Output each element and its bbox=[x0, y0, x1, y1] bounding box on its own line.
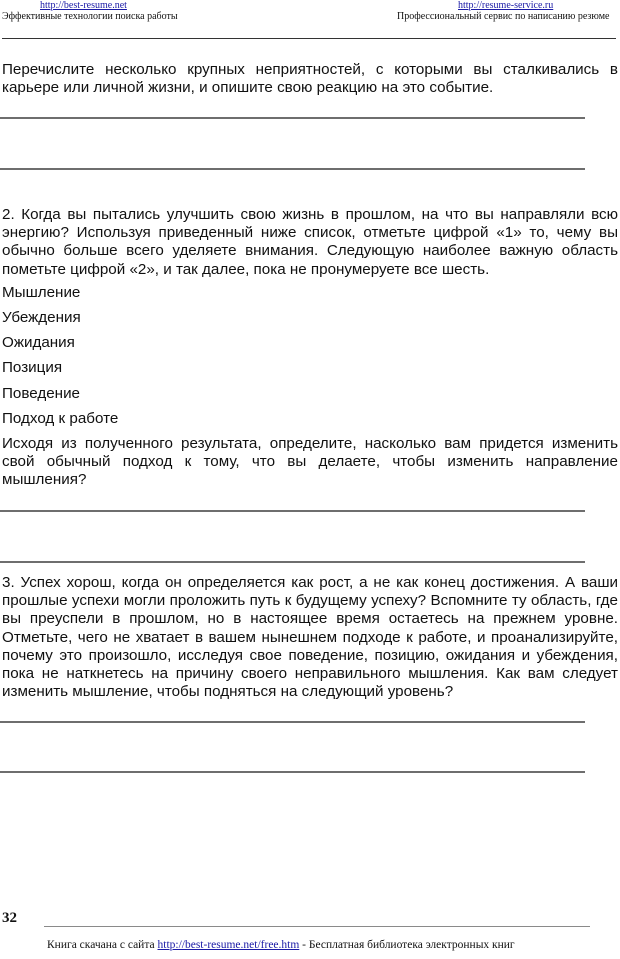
header-right-link[interactable]: http://resume-service.ru bbox=[458, 0, 554, 11]
list-item: Подход к работе bbox=[2, 410, 119, 427]
header-left-subtitle: Эффективные технологии поиска работы bbox=[2, 11, 178, 22]
list-item: Убеждения bbox=[2, 309, 81, 326]
answer-line bbox=[0, 771, 585, 773]
footer-link[interactable]: http://best-resume.net/free.htm bbox=[157, 939, 300, 951]
answer-line bbox=[0, 721, 585, 723]
section2-prompt: 2. Когда вы пытались улучшить свою жизнь в прошлом, на что вы направляли всю энергию? Используя приведенный ниже список, отметьте цифрой «1» то, чему вы обычно больше всего уделяете внимания. Следующую наиболее важную область пометьте цифрой «2», и так далее, пока не пронумеруете все шесть. bbox=[2, 206, 618, 278]
answer-line bbox=[0, 117, 585, 119]
answer-line bbox=[0, 168, 585, 170]
footer-text-before: Книга скачана с сайта bbox=[47, 939, 158, 951]
header-divider bbox=[2, 38, 616, 39]
answer-line bbox=[0, 561, 585, 563]
footer-note bbox=[47, 939, 515, 951]
section1-prompt: Перечислите несколько крупных неприятностей, с которыми вы сталкивались в карьере или личной жизни, и опишите свою реакцию на это событие. bbox=[2, 61, 618, 97]
page-number: 32 bbox=[2, 910, 17, 926]
section3-prompt: 3. Успех хорош, когда он определяется как рост, а не как конец достижения. А ваши прошлые успехи могли проложить путь к будущему успеху? Вспомните ту область, где вы преуспели в прошлом, но в настоящее время остаетесь на прежнем уровне. Отметьте, чего не хватает в вашем нынешнем подходе к работе, и проанализируйте, почему это произошло, исследуя свое поведение, позицию, ожидания и убеждения, пока не наткнетесь на причину своего неправильного мышления. Как вам следует изменить мышление, чтобы подняться на следующий уровень? bbox=[2, 574, 618, 701]
list-item: Ожидания bbox=[2, 334, 75, 351]
list-item: Позиция bbox=[2, 359, 63, 376]
list-item: Поведение bbox=[2, 385, 80, 402]
answer-line bbox=[0, 510, 585, 512]
footer-divider bbox=[44, 926, 590, 927]
section2-followup: Исходя из полученного результата, определите, насколько вам придется изменить свой обычный подход к тому, что вы делаете, чтобы изменить направление мышления? bbox=[2, 435, 618, 489]
list-item: Мышление bbox=[2, 284, 81, 301]
header-right-subtitle: Профессиональный сервис по написанию резюме bbox=[397, 11, 610, 22]
header-left-link[interactable]: http://best-resume.net bbox=[40, 0, 127, 11]
footer-text-after: - Бесплатная библиотека электронных книг bbox=[299, 939, 515, 951]
